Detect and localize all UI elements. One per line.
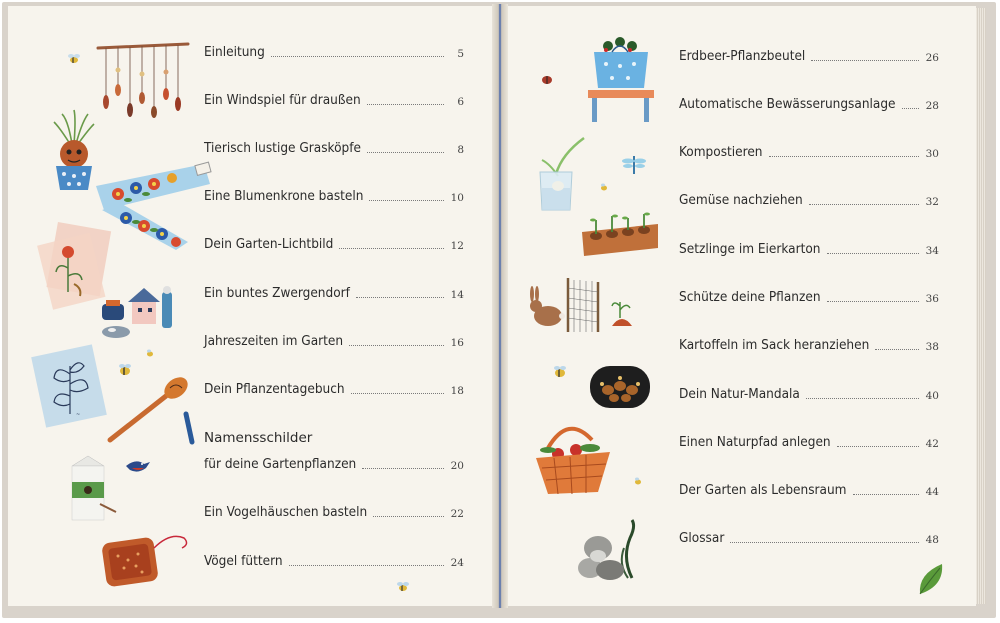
toc-page-number: 18 xyxy=(450,385,464,397)
bee-icon xyxy=(396,580,410,594)
toc-entry[interactable] xyxy=(679,482,939,498)
dot-leader xyxy=(339,247,444,249)
toc-page-number: 48 xyxy=(925,534,939,546)
dot-leader xyxy=(837,445,919,447)
leaf-icon xyxy=(914,560,948,598)
toc-title: Der Garten als Lebensraum xyxy=(679,482,847,498)
toc-page-number: 30 xyxy=(925,148,939,160)
toc-page-number: 36 xyxy=(925,293,939,305)
toc-entry[interactable] xyxy=(204,236,464,252)
page-edges xyxy=(976,8,986,604)
toc-title: Ein Windspiel für draußen xyxy=(204,92,361,108)
toc-title: Dein Pflanzentagebuch xyxy=(204,381,345,397)
toc-entry[interactable] xyxy=(679,144,939,160)
toc-page-number: 20 xyxy=(450,460,464,472)
nut-mandala-icon xyxy=(588,362,652,412)
beetle-icon xyxy=(540,74,554,86)
harvest-basket-icon xyxy=(528,418,618,498)
toc-title: Erdbeer-Pflanzbeutel xyxy=(679,48,806,64)
toc-page-number: 12 xyxy=(450,240,464,252)
toc-entry[interactable] xyxy=(204,333,464,349)
bee-icon xyxy=(552,364,568,380)
bee-icon xyxy=(144,348,156,358)
toc-title-line1[interactable]: Namensschilder xyxy=(204,430,313,446)
dot-leader xyxy=(289,564,444,566)
dot-leader xyxy=(730,541,919,543)
toc-page-number: 40 xyxy=(925,390,939,402)
dot-leader xyxy=(827,252,919,254)
toc-page-number: 5 xyxy=(457,48,464,60)
toc-title: Gemüse nachziehen xyxy=(679,192,803,208)
toc-page-number: 44 xyxy=(925,486,939,498)
dot-leader xyxy=(853,493,920,495)
dot-leader xyxy=(827,300,919,302)
toc-entry[interactable] xyxy=(679,530,939,546)
dot-leader xyxy=(811,59,919,61)
toc-entry[interactable] xyxy=(204,44,464,60)
toc-page-number: 26 xyxy=(925,52,939,64)
toc-entry[interactable] xyxy=(204,92,464,108)
toc-title: Schütze deine Pflanzen xyxy=(679,289,821,305)
toc-entry[interactable] xyxy=(679,241,939,257)
toc-page-number: 22 xyxy=(450,508,464,520)
toc-entry[interactable] xyxy=(679,48,939,64)
toc-title: Dein Natur-Mandala xyxy=(679,386,800,402)
dot-leader xyxy=(769,155,920,157)
strawberry-bag-on-stool-icon xyxy=(584,36,658,126)
toc-entry[interactable] xyxy=(204,504,464,520)
toc-entry[interactable] xyxy=(679,386,939,402)
dot-leader xyxy=(809,203,919,205)
toc-page-number: 38 xyxy=(925,341,939,353)
toc-title: für deine Gartenpflanzen xyxy=(204,456,357,472)
wooden-spoon-label-icon xyxy=(104,374,198,446)
toc-page-number: 32 xyxy=(925,196,939,208)
toc-title: Setzlinge im Eierkarton xyxy=(679,241,821,257)
toc-page-number: 28 xyxy=(925,100,939,112)
egg-carton-seedlings-icon xyxy=(578,210,662,258)
toc-title: Tierisch lustige Grasköpfe xyxy=(204,140,361,156)
toc-entry[interactable] xyxy=(204,553,464,569)
dot-leader xyxy=(367,103,444,105)
toc-page-number: 42 xyxy=(925,438,939,450)
dot-leader xyxy=(356,296,444,298)
toc-page-number: 16 xyxy=(450,337,464,349)
bee-icon xyxy=(632,476,644,486)
toc-title: Dein Garten-Lichtbild xyxy=(204,236,334,252)
bee-icon xyxy=(598,182,610,192)
glass-with-scallion-icon xyxy=(532,134,592,214)
dot-leader xyxy=(362,467,444,469)
toc-entry[interactable] xyxy=(679,96,939,112)
plant-journal-sketch-icon xyxy=(32,344,110,428)
toc-title: Ein Vogelhäuschen basteln xyxy=(204,504,368,520)
toc-entry[interactable] xyxy=(679,434,939,450)
toc-entry[interactable] xyxy=(204,140,464,156)
toc-entry[interactable] xyxy=(679,337,939,353)
toc-title: Jahreszeiten im Garten xyxy=(204,333,344,349)
dot-leader xyxy=(367,151,444,153)
toc-entry[interactable] xyxy=(204,188,464,204)
toc-title: Vögel füttern xyxy=(204,553,283,569)
toc-title: Ein buntes Zwergendorf xyxy=(204,285,350,301)
toc-page-number: 10 xyxy=(450,192,464,204)
dot-leader xyxy=(271,55,444,57)
toc-page-number: 8 xyxy=(457,144,464,156)
dot-leader xyxy=(369,199,444,201)
dragonfly-icon xyxy=(620,154,648,176)
toc-title: Glossar xyxy=(679,530,725,546)
toc-title: Eine Blumenkrone basteln xyxy=(204,188,364,204)
dot-leader xyxy=(373,515,444,517)
dot-leader xyxy=(902,107,919,109)
bird-icon xyxy=(122,456,152,476)
toc-page-number: 34 xyxy=(925,245,939,257)
toc-page-number: 14 xyxy=(450,289,464,301)
svg-text:~: ~ xyxy=(76,412,81,418)
milk-carton-birdhouse-icon xyxy=(62,452,120,524)
toc-entry[interactable] xyxy=(204,456,464,472)
toc-title: Kompostieren xyxy=(679,144,763,160)
toc-title: Einen Naturpfad anlegen xyxy=(679,434,831,450)
book-spine xyxy=(492,4,508,608)
toc-title: Einleitung xyxy=(204,44,265,60)
toc-title: Kartoffeln im Sack heranziehen xyxy=(679,337,870,353)
toc-entry[interactable] xyxy=(679,289,939,305)
bee-icon xyxy=(66,52,82,66)
dot-leader xyxy=(806,397,919,399)
dot-leader xyxy=(351,392,444,394)
toc-entry[interactable] xyxy=(679,192,939,208)
gnome-village-icon xyxy=(98,278,180,342)
toc-page-number: 24 xyxy=(450,557,464,569)
toc-entry[interactable] xyxy=(204,381,464,397)
toc-page-number: 6 xyxy=(457,96,464,108)
dot-leader xyxy=(875,348,919,350)
bird-seed-toast-icon xyxy=(98,530,194,588)
rabbit-and-fence-icon xyxy=(522,272,642,336)
toc-entry[interactable] xyxy=(204,285,464,301)
wind-chime-icon xyxy=(96,40,191,120)
stones-and-seaweed-icon xyxy=(574,518,646,588)
toc-title: Automatische Bewässerungsanlage xyxy=(679,96,896,112)
dot-leader xyxy=(349,344,444,346)
